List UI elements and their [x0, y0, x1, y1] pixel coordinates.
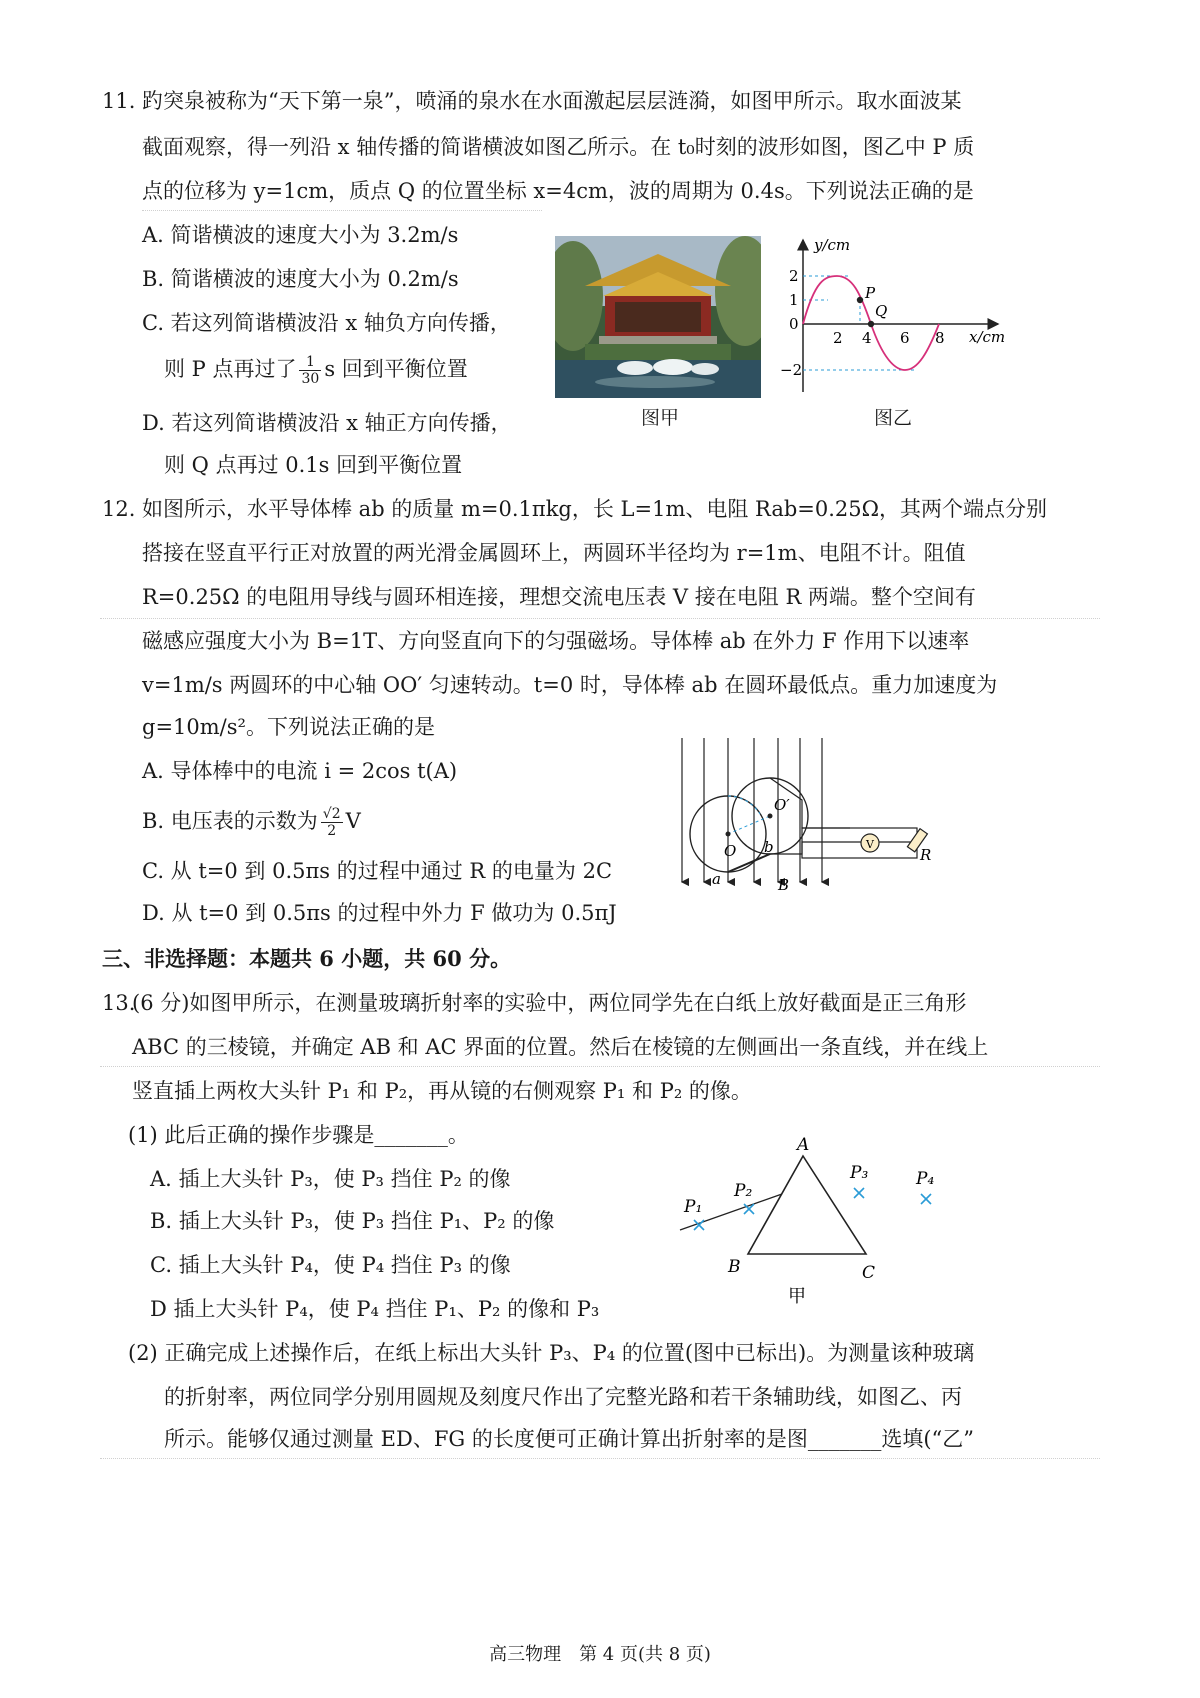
- magnetic-field-lines: [682, 738, 822, 882]
- prism-triangle: [748, 1156, 869, 1254]
- label-p2: P₂: [734, 1181, 753, 1201]
- label-a: a: [712, 870, 721, 888]
- label-p3: P₃: [850, 1163, 869, 1183]
- label-b: B: [728, 1257, 741, 1277]
- label-q: Q: [875, 302, 888, 320]
- q13-prism-diagram: [670, 1130, 960, 1310]
- graph-xlabel: x/cm: [969, 328, 1006, 346]
- ytick-neg2: −2: [780, 361, 803, 379]
- q11-caption-yi: 图乙: [874, 407, 913, 429]
- fraction-sqrt2-2: $\frac{√2}{2}$: [322, 806, 341, 839]
- section-3-heading: 三、非选择题：本题共 6 小题，共 60 分。: [102, 946, 512, 971]
- q12-line-6: g=10m/s²。下列说法正确的是: [142, 715, 435, 739]
- xtick-2: 2: [833, 329, 843, 347]
- q13-sub-2-line-3: 所示。能够仅通过测量 ED、FG 的长度便可正确计算出折射率的是图_______选填(“乙”: [164, 1427, 975, 1451]
- label-p1: P₁: [684, 1197, 703, 1217]
- graph-ylabel: y/cm: [814, 236, 851, 254]
- voltmeter-label: V: [866, 838, 874, 851]
- q13-line-3: 竖直插上两枚大头针 P₁ 和 P₂，再从镜的右侧观察 P₁ 和 P₂ 的像。: [132, 1079, 752, 1103]
- ytick-2: 2: [789, 267, 799, 285]
- q13-option-c: C. 插上大头针 P₄，使 P₄ 挡住 P₃ 的像: [150, 1253, 511, 1277]
- dotted-guide: [142, 210, 542, 211]
- q12-option-d: D. 从 t=0 到 0.5πs 的过程中外力 F 做功为 0.5πJ: [142, 901, 617, 925]
- q12-option-a: A. 导体棒中的电流 i = 2cos t(A): [142, 759, 458, 783]
- q11-line-1: 趵突泉被称为“天下第一泉”，喷涌的泉水在水面激起层层涟漪，如图甲所示。取水面波某: [142, 89, 962, 113]
- label-r: R: [920, 846, 932, 864]
- point-p: [857, 297, 863, 303]
- q13-number: 13.: [102, 991, 136, 1015]
- q12-line-5: v=1m/s 两圆环的中心轴 OO′ 匀速转动。t=0 时，导体棒 ab 在圆环最低点。重力加速度为: [142, 673, 998, 697]
- label-p: P: [865, 284, 876, 302]
- dotted-guide: [100, 1458, 1100, 1459]
- point-q: [868, 321, 874, 327]
- xtick-6: 6: [900, 329, 910, 347]
- q11-option-b: B. 简谐横波的速度大小为 0.2m/s: [142, 267, 459, 291]
- label-p4: P₄: [916, 1169, 935, 1189]
- q12-line-2: 搭接在竖直平行正对放置的两光滑金属圆环上，两圆环半径均为 r=1m、电阻不计。阻值: [142, 541, 966, 565]
- q13-sub-2-line-1: (2) 正确完成上述操作后，在纸上标出大头针 P₃、P₄ 的位置(图中已标出)。为测量该种玻璃: [128, 1341, 975, 1365]
- dotted-guide: [100, 1066, 1100, 1067]
- q12-number: 12.: [102, 497, 136, 521]
- dotted-guide: [100, 618, 1100, 619]
- q13-option-b: B. 插上大头针 P₃，使 P₃ 挡住 P₁、P₂ 的像: [150, 1209, 555, 1233]
- q11-wave-graph: [780, 232, 1010, 402]
- q12-line-1: 如图所示，水平导体棒 ab 的质量 m=0.1πkg，长 L=1m、电阻 Rab=0.25Ω，其两个端点分别: [142, 497, 1048, 521]
- label-b: b: [764, 838, 774, 856]
- xtick-8: 8: [935, 329, 945, 347]
- label-a: A: [797, 1135, 810, 1155]
- q11-line-3: 点的位移为 y=1cm，质点 Q 的位置坐标 x=4cm，波的周期为 0.4s。下列说法正确的是: [142, 179, 974, 203]
- fraction-1-30: $\frac{1}{30}$: [301, 354, 320, 387]
- ytick-0: 0: [789, 315, 799, 333]
- xtick-4: 4: [862, 329, 872, 347]
- ytick-1: 1: [789, 291, 799, 309]
- q11-number: 11.: [102, 89, 136, 113]
- q11-caption-jia: 图甲: [641, 407, 680, 429]
- q12-option-b: B. 电压表的示数为 $\frac{√2}{2}$ V: [142, 806, 361, 839]
- q12-line-3: R=0.25Ω 的电阻用导线与圆环相连接，理想交流电压表 V 接在电阻 R 两端。整个空间有: [142, 585, 976, 609]
- label-o: O: [724, 842, 737, 860]
- q13-option-a: A. 插上大头针 P₃，使 P₃ 挡住 P₂ 的像: [150, 1167, 511, 1191]
- q12-option-c: C. 从 t=0 到 0.5πs 的过程中通过 R 的电量为 2C: [142, 859, 613, 883]
- label-c: C: [862, 1263, 876, 1283]
- label-o-prime: O′: [774, 796, 790, 814]
- q11-option-a: A. 简谐横波的速度大小为 3.2m/s: [142, 223, 459, 247]
- q11-option-c-line-1: C. 若这列简谐横波沿 x 轴负方向传播，: [142, 311, 511, 335]
- page-footer: 高三物理 第 4 页(共 8 页): [489, 1644, 711, 1665]
- q13-option-d: D 插上大头针 P₄，使 P₄ 挡住 P₁、P₂ 的像和 P₃: [150, 1297, 600, 1321]
- q12-line-4: 磁感应强度大小为 B=1T、方向竖直向下的匀强磁场。导体棒 ab 在外力 F 作用下以速率: [142, 629, 970, 653]
- q13-line-2: ABC 的三棱镜，并确定 AB 和 AC 界面的位置。然后在棱镜的左侧画出一条直线，并在线上: [132, 1035, 989, 1059]
- q11-option-d-line-1: D. 若这列简谐横波沿 x 轴正方向传播，: [142, 411, 512, 435]
- q13-line-1: (6 分)如图甲所示，在测量玻璃折射率的实验中，两位同学先在白纸上放好截面是正三角形: [132, 991, 967, 1015]
- label-field-b: B: [778, 876, 790, 894]
- q11-line-2: 截面观察，得一列沿 x 轴传播的简谐横波如图乙所示。在 t₀时刻的波形如图，图乙中 P 质: [142, 135, 975, 159]
- q13-sub-1: (1) 此后正确的操作步骤是_______。: [128, 1123, 469, 1147]
- q11-photo-fountain: [555, 236, 761, 398]
- q11-option-d-line-2: 则 Q 点再过 0.1s 回到平衡位置: [164, 453, 463, 477]
- prism-caption: 甲: [788, 1286, 806, 1307]
- q12-rings-diagram: [670, 734, 970, 896]
- q11-option-c-line-2: 则 P 点再过了 $\frac{1}{30}$ s 回到平衡位置: [164, 354, 468, 387]
- q13-sub-2-line-2: 的折射率，两位同学分别用圆规及刻度尺作出了完整光路和若干条辅助线，如图乙、丙: [164, 1385, 962, 1409]
